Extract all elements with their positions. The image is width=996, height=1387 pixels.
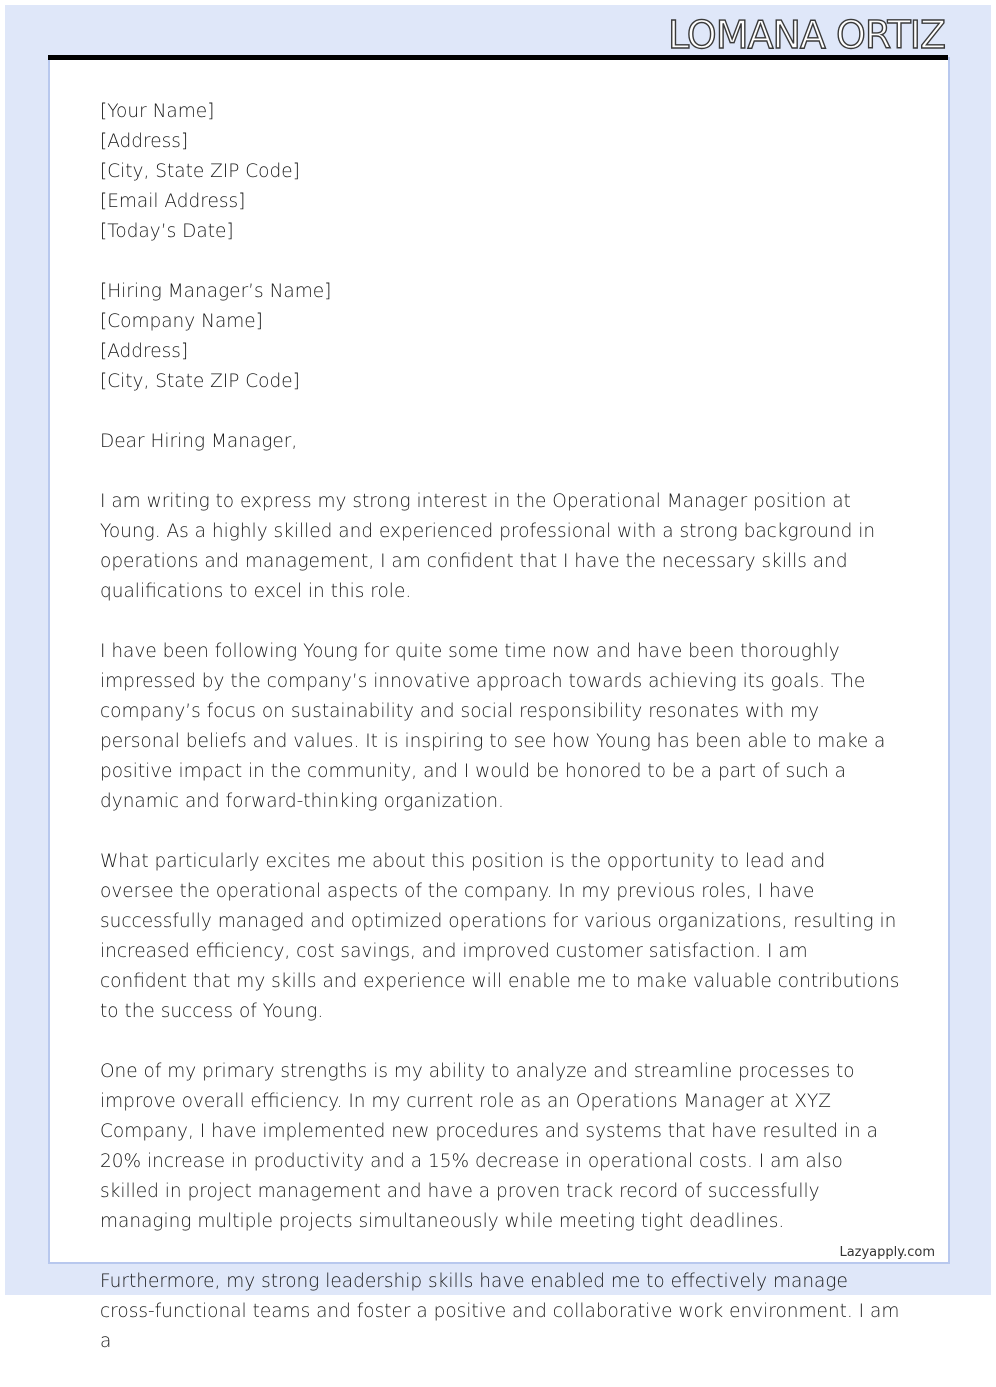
sender-block <box>100 97 900 247</box>
watermark-text: Lazyapply.com <box>839 1245 935 1260</box>
body-paragraph: One of my primary strengths is my ability to analyze and streamline processes to improve overall efficiency. In my current role as an Operations Manager at XYZ Company, I have implemented new procedures and systems that have resulted in a 20% increase in productivity and a 15% decrease in operational costs. I am also skilled in project management and have a proven track record of successfully managing multiple projects simultaneously while meeting tight deadlines. <box>100 1061 878 1232</box>
body-paragraph: What particularly excites me about this position is the opportunity to lead and oversee the operational aspects of the company. In my previous roles, I have successfully managed and optimized operations for various organizations, resulting in increased efficiency, cost savings, and improved customer satisfaction. I am confident that my skills and experience will enable me to make valuable contributions to the success of Young. <box>100 851 900 1022</box>
page-background <box>5 5 991 1352</box>
cover-letter-body <box>100 97 900 1387</box>
body-paragraph: I have been following Young for quite some time now and have been thoroughly impressed by the company’s innovative approach towards achieving its goals. The company’s focus on sustainability and social responsibility resonates with my personal beliefs and values. It is inspiring to see how Young has been able to make a positive impact in the community, and I would be honored to be a part of such a dynamic and forward-thinking organization. <box>100 641 886 812</box>
body-paragraph: I am writing to express my strong interest in the Operational Manager position at Young. As a highly skilled and experienced professional with a strong background in operations and management, I am confident that I have the necessary skills and qualifications to excel in this role. <box>100 491 876 602</box>
recipient-block <box>100 277 900 397</box>
sender-name: [Your Name] <box>100 101 215 122</box>
sender-address: [Address] <box>100 131 189 152</box>
recipient-address: [Address] <box>100 341 189 362</box>
applicant-name-header: LOMANA ORTIZ <box>667 13 945 57</box>
body-paragraph: Furthermore, my strong leadership skills have enabled me to effectively manage cross-functional teams and foster a positive and collaborative work environment. I am a <box>100 1271 900 1352</box>
sender-email: [Email Address] <box>100 191 246 212</box>
recipient-name: [Hiring Manager’s Name] <box>100 281 332 302</box>
spacer <box>100 247 900 277</box>
spacer <box>100 397 900 427</box>
sender-date: [Today’s Date] <box>100 221 234 242</box>
recipient-city: [City, State ZIP Code] <box>100 371 300 392</box>
sender-city: [City, State ZIP Code] <box>100 161 300 182</box>
salutation: Dear Hiring Manager, <box>100 431 298 452</box>
recipient-company: [Company Name] <box>100 311 263 332</box>
